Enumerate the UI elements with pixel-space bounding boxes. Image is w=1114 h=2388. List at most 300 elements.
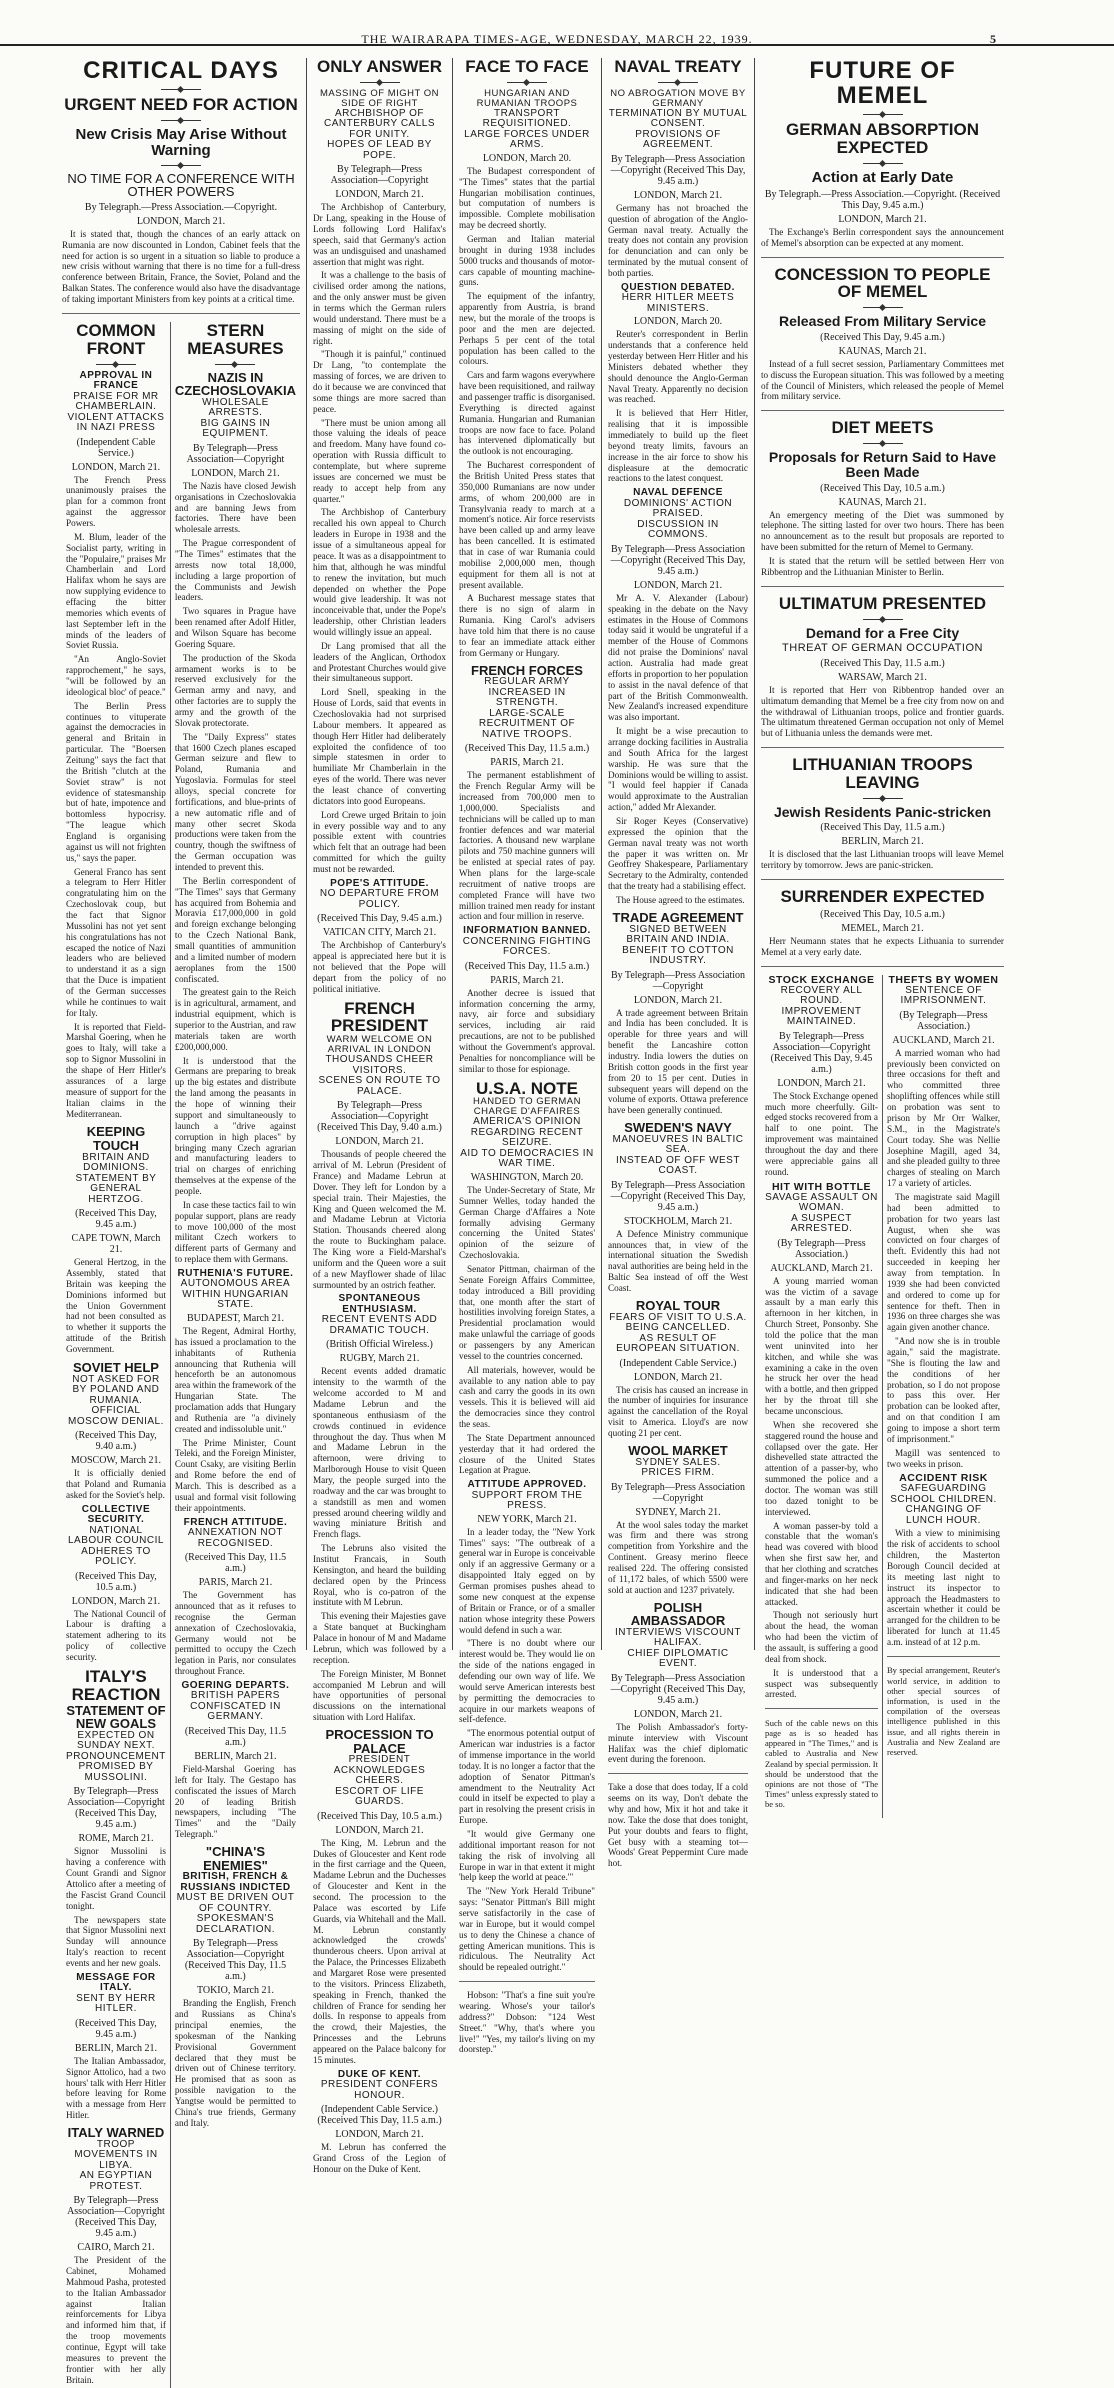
credit: (Received This Day, 10.5 a.m.) — [75, 1570, 157, 1593]
article-text: The Prime Minister, Count Teleki, and the Foreign Minister, Count Csaky, are visiting Berlin and Rome before the end of March. This is described as a usual and formal visit following their appointments. — [174, 1437, 296, 1513]
headline: QUESTION DEBATED. — [621, 281, 735, 293]
headline: NOT ASKED FOR BY POLAND AND RUMANIA. — [72, 1373, 160, 1406]
article-text: The Under-Secretary of State, Mr Sumner Welles, today handed the German Charge d'Affaires a Note formally advising Germany concerning the United States' opinion of the seizure of Czechoslovakia. — [459, 1184, 595, 1261]
credit: (Independent Cable Service.) (Received This Day, 11.5 a.m.) — [317, 2104, 442, 2127]
article-text: It is understood that the Germans are preparing to break up the big estates and distribute the land among the peasants in the hope of winning their support and simultaneously to launch a "drive against corruption in high places" by bringing many Czech agrarian and manufacturing leaders to trial on charges of enriching themselves at the expense of the people. — [174, 1055, 296, 1196]
headline: ONLY ANSWER — [316, 57, 442, 76]
article-text: Instead of a full secret session, Parliamentary Committees met to discuss the European situation. This was followed by a meeting of the Council of Ministers, which released the people of Memel from military service. — [761, 358, 1005, 402]
headline: AUTONOMOUS AREA WITHIN HUNGARIAN STATE. — [180, 1278, 291, 1311]
credit: By Telegraph—Press Association—Copyright — [610, 969, 746, 992]
headline: ESCORT OF LIFE GUARDS. — [335, 1785, 424, 1808]
headline: ATTITUDE APPROVED. — [467, 1479, 587, 1491]
headline: NATIONAL LABOUR COUNCIL ADHERES TO POLICY. — [68, 1524, 164, 1568]
headline: DUKE OF KENT. — [337, 2068, 422, 2080]
headline: CRITICAL DAYS — [83, 57, 279, 84]
article-text: An emergency meeting of the Diet was summoned by telephone. The sitting lasted for over two hours. There has been no announcement as to the result but proposals are reported to have been submitted for the return of Memel to Germany. — [761, 509, 1004, 553]
headline: MESSAGE FOR ITALY. — [76, 1971, 156, 1994]
subcolumn-a — [62, 322, 170, 2388]
article-text: The Archbishop of Canterbury, Dr Lang, speaking in the House of Lords following Lord Halifax's speech, said that Germany's action was an undisguised and unashamed assertion that might was right. — [313, 202, 446, 267]
inner-columns — [761, 975, 1004, 1818]
article-text: In case these tactics fail to win popular support, plans are ready to move 100,000 of the most militant Czech workers to different parts of Germany and to replace them with Germans. — [174, 1199, 296, 1265]
subcolumn-c — [761, 975, 882, 1818]
headline: STATEMENT OF NEW GOALS — [66, 1702, 166, 1732]
headline: SAVAGE ASSAULT ON WOMAN. — [765, 1191, 878, 1214]
article-text: It is officially denied that Poland and Rumania asked for the Soviet's help. — [66, 1468, 166, 1500]
article-text: The Prague correspondent of "The Times" estimates that the arrests now total 18,000, including a large proportion of the Communists and Jewish leaders. — [174, 538, 296, 603]
divider — [863, 798, 903, 799]
divider — [96, 364, 136, 365]
dateline: KAUNAS, March 21. — [838, 496, 927, 508]
footnote: By special arrangement, Reuter's world service, in addition to other special sources of information, is used in the compilation of the overseas intelligence published in this issue, and all rights therein in Australia and New Zealand are reserved. — [887, 1665, 1000, 1757]
dateline: LONDON, March 21. — [633, 579, 723, 591]
headline: DISCUSSION IN COMMONS. — [637, 518, 719, 541]
headline: REGULAR ARMY INCREASED IN STRENGTH. — [484, 676, 570, 709]
article-critical-days — [62, 58, 300, 305]
credit: By Telegraph—Press Association—Copyright (Received This Day, 9.45 a.m.) — [770, 1030, 873, 1075]
article-text: A trade agreement between Britain and India has been concluded. It is operable for three years and will benefit the Lancashire cotton industry. India lowers the duties on British cotton goods in the first year from 20 to 15 per cent. Duties in subsequent years will depend on the volume of exports. Ottawa preference have been generally continued. — [608, 1007, 748, 1116]
article-text: It was a challenge to the basis of civilised order among the nations, and the only answer must be given in terms which the German rulers would understand. There must be a massing of might on the side of right. — [313, 270, 446, 346]
headline: SURRENDER EXPECTED — [780, 887, 985, 907]
divider — [863, 619, 903, 620]
article-text: It is believed that Herr Hitler, realising that it is impossible immediately to build up the fleet beyond treaty limits, favours an increase in the air force to show his displeasure at the democratic reactions to the latest conquest. — [608, 408, 748, 484]
headline: KEEPING TOUCH — [86, 1124, 146, 1153]
divider — [761, 747, 1004, 748]
headline: CHIEF DIPLOMATIC EVENT. — [627, 1647, 729, 1670]
column-5 — [602, 57, 754, 1869]
headline: IMPROVEMENT MAINTAINED. — [781, 1005, 862, 1028]
article-text: "And now she is in trouble again," said the magistrate. "She is flouting the law and the conditions of her probation, so I do not propose to pass this over. Her probation can be looked after, and on that condition I am going to impose a short term of imprisonment." — [887, 1336, 1000, 1444]
headline: HANDED TO GERMAN CHARGE D'AFFAIRES — [473, 1096, 581, 1118]
credit: (Received This Day, 10.5 a.m.) — [820, 482, 945, 494]
article-text: The National Council of Labour is drafting a statement adhering to its policy of collective security. — [66, 1608, 166, 1663]
dateline: AUCKLAND, March 21. — [770, 1262, 873, 1274]
divider — [761, 966, 1004, 967]
headline: INFORMATION BANNED. — [463, 925, 591, 937]
divider — [658, 82, 698, 83]
headline: HIT WITH BOTTLE — [771, 1180, 872, 1193]
dateline: PARIS, March 21. — [198, 1577, 273, 1589]
headline: HERR HITLER MEETS MINISTERS. — [621, 292, 735, 314]
headline: CONCERNING FIGHTING FORCES. — [462, 935, 592, 958]
article-text: Lord Crewe urged Britain to join in every possible way and to any possible extent with countries which felt that an outrage had been committed for which the guilty must not be rewarded. — [313, 809, 446, 874]
credit: By Telegraph—Press Association—Copyright (Received This Day, 9.40 a.m.) — [317, 1100, 442, 1134]
divider — [459, 1981, 595, 1982]
credit: (British Official Wireless.) — [326, 1339, 433, 1351]
article-text: It might be a wise precaution to arrange docking facilities in Australia and South Africa for the largest warship. He was sure that the Dominions would be willing to assist. "I would feel happier if Canada would approximate to the Australian action," added Mr Alexander. — [608, 726, 748, 813]
article-text: The Polish Ambassador's forty-minute interview with Viscount Halifax was the chief diplomatic event during the forenoon. — [608, 1721, 748, 1765]
article-text: The greatest gain to the Reich is in agricultural, armament, and industrial equipment, which is superior to the Austrian, and raw materials taken are worth £200,000,000. — [174, 987, 296, 1052]
article-text: This evening their Majesties gave a State banquet at Buckingham Palace in honour of M and Madame Lebrun, which was followed by a reception. — [313, 1611, 446, 1665]
headline: NAZIS IN CZECHOSLOVAKIA — [174, 369, 297, 399]
headline: STOCK EXCHANGE — [768, 973, 875, 986]
subcolumn-b — [170, 322, 300, 2388]
article-text: "It would give Germany one additional important reason for not taking the risk of involving all Europe in war in that extent it might 'help keep the world at peace.'" — [459, 1828, 595, 1883]
divider — [161, 89, 201, 90]
article-text: It is understood that a suspect was subsequently arrested. — [765, 1667, 878, 1700]
page-number: 5 — [990, 32, 996, 46]
article-text: All materials, however, would be available to any nation able to pay cash and carry the goods in its own vessels. This it is believed will aid the democracies since they control the seas. — [459, 1364, 595, 1429]
divider — [608, 1773, 748, 1774]
credit: By Telegraph—Press Association—Copyright (Received This Day, 11.5 a.m.) — [184, 1938, 287, 1983]
article-text: M. Blum, leader of the Socialist party, writing in the "Populaire," praises Mr Chamberlain and Lord Halifax whom he says are now supplying evidence to effacing the bitter memories which events of last September left in the minds of the leaders of Soviet Russia. — [66, 531, 166, 651]
article-text: It is stated that, though the chances of an early attack on Rumania are now discounted in London, Cabinet feels that the need for action is so urgent in a situation so liable to produce a new crisis without warning that there is no time for a full-dress conference between Britain, France, the Soviet, Poland and the Balkan States. The conference would also have the disadvantage of taking important Ministers from key points at a critical time. — [62, 228, 300, 304]
headline: PRAISE FOR MR CHAMBERLAIN. — [73, 390, 159, 413]
credit: By Telegraph—Press Association—Copyright (Received This Day, 9.45 a.m.) — [610, 153, 746, 187]
headline: BRITISH PAPERS CONFISCATED IN GERMANY. — [190, 1690, 281, 1723]
headline: BRITISH, FRENCH & RUSSIANS INDICTED — [180, 1871, 291, 1893]
article-text: The Regent, Admiral Horthy, has issued a proclamation to the inhabitants of Ruthenia announcing that Ruthenia will henceforth be an autonomous area within the framework of the Hungarian State. The proclamation adds that Hungary and Ruthenia are "a divinely created and indissoluble unit." — [174, 1325, 296, 1434]
headline: SYDNEY SALES. — [635, 1456, 721, 1468]
headline: New Crisis May Arise Without Warning — [75, 126, 287, 159]
credit: By Telegraph.—Press Association.—Copyright. — [84, 201, 278, 213]
headline: ULTIMATUM PRESENTED — [778, 593, 987, 613]
dateline: RUGBY, March 21. — [339, 1353, 420, 1365]
divider — [507, 82, 547, 83]
headline: "CHINA'S ENEMIES" — [203, 1843, 268, 1873]
article-text: Reuter's correspondent in Berlin understands that a conference held yesterday between Herr Hitler and his Ministers debated whether they should denounce the Anglo-German Naval Treaty. Apparently no decision was reached. — [608, 329, 748, 405]
dateline: LONDON, March 21. — [191, 467, 280, 479]
headline: ANNEXATION NOT RECOGNISED. — [187, 1527, 284, 1549]
headline: PRESIDENT CONFERS HONOUR. — [320, 2079, 439, 2101]
article-text: It is disclosed that the last Lithuanian troops will leave Memel territory by tomorrow. Jews are panic-stricken. — [761, 849, 1004, 871]
article-text: "There must be union among all those valuing the ideals of peace and freedom. Many have found co-operation with Russia difficult to contemplate, but where supreme issues are concerned we must be ready to accept help from any quarter." — [313, 417, 446, 504]
article-text: The Bucharest correspondent of the British United Press states that 350,000 Rumanians are now under arms, of whom 200,000 are in Transylvania ready to march at a moment's notice. Air force reservists have been called up and army leave has been cancelled. It is estimated that in case of war Rumania could mobilise 2,000,000 men, though equipment for them all is not at present available. — [459, 460, 595, 590]
credit: (Received This Day, 11.5 a.m.) — [184, 1725, 287, 1748]
dateline: LONDON, March 21. — [633, 994, 723, 1006]
headline: THREAT OF GERMAN OCCUPATION — [782, 642, 983, 655]
column-4 — [453, 57, 601, 2055]
headline: MASSING OF MIGHT ON SIDE OF RIGHT — [319, 87, 440, 109]
newspaper-title: THE WAIRARAPA TIMES-AGE, WEDNESDAY, MARCH 22, 1939. — [361, 32, 753, 46]
article-text: The Stock Exchange opened much more cheerfully. Gilt-edged stocks recovered from a half to one point. The improvement was maintained throughout the day and there were appreciable gains all round. — [765, 1090, 878, 1177]
divider — [761, 257, 1004, 258]
credit: By Telegraph.—Press Association.—Copyright. (Received This Day, 9.45 a.m.) — [764, 188, 1001, 211]
article-text: "The enormous potential output of American war industries is a factor of immense importance in the world today. It is no longer a factor that the adoption of Senator Pittman's amendment to the Neutrality Act could in itself be expected to play a part in resolving the present crisis in Europe. — [459, 1728, 595, 1826]
article-text: The Exchange's Berlin correspondent says the announcement of Memel's absorption can be expected at any moment. — [761, 226, 1004, 248]
dateline: CAIRO, March 21. — [77, 2242, 155, 2254]
headline: APPROVAL IN FRANCE — [79, 369, 153, 392]
dateline: PARIS, March 21. — [490, 757, 564, 769]
article-text: The Foreign Minister, M Bonnet accompanied M Lebrun and will have opportunities of personal discussions on the international situation with Lord Halifax. — [313, 1668, 446, 1723]
credit: By Telegraph—Press Association—Copyright — [610, 1481, 746, 1504]
article-text: In a leader today, the "New York Times" says: "The outbreak of a general war in Europe is conceivable only if an aggressive Germany or a disappointed Italy egged on by German promises pushes ahead to some new conquest at the expense of Britain or France, or of a smaller nation whose integrity these Powers would defend in such a war. — [459, 1526, 595, 1635]
headline: INTERVIEWS VISCOUNT HALIFAX. — [615, 1626, 741, 1649]
article-text: Two squares in Prague have been renamed after Adolf Hitler, and Wilson Square has become Goering Square. — [174, 606, 296, 649]
credit: By Telegraph—Press Association—Copyright (Received This Day, 9.45 a.m.) — [67, 1786, 165, 1831]
headline: EXPECTED ON SUNDAY NEXT. — [77, 1729, 155, 1752]
headline: SENT BY HERR HITLER. — [76, 1992, 156, 2015]
article-text: The Italian Ambassador, Signor Attolico, had a two hours' talk with Herr Hitler before leaving for Rome with a message from Herr Hitler. — [66, 2055, 166, 2121]
dateline: WASHINGTON, March 20. — [470, 1171, 584, 1183]
headline: Demand for a Free City — [805, 624, 960, 641]
headline: PRICES FIRM. — [641, 1467, 715, 1478]
dateline: LONDON, March 21. — [335, 1136, 424, 1148]
credit: (Received This Day, 11.5 a.m.) — [464, 743, 590, 755]
article-text: It is reported that Herr von Ribbentrop handed over an ultimatum demanding that Memel be a free city from now on and the withdrawal of Lithuanian troops, police and frontier guards. The ultimatum threatened German occupation not only of Memel but of Lithuania unless the demands were met. — [761, 684, 1004, 739]
headline: SOVIET HELP — [72, 1359, 159, 1375]
dateline: LONDON, March 20. — [482, 152, 572, 164]
article-text: The "Daily Express" states that 1600 Czech planes escaped German seizure and flew to Poland, Rumania and Yugoslavia. Formulas for steel alloys, special concrete for fortifications, and blue-prints of a new automatic rifle and of many other secret Skoda productions were taken from the country, though the swiftness of the German occupation was intended to prevent this. — [174, 731, 296, 873]
headline: Action at Early Date — [811, 169, 954, 187]
article-text: The Berlin Press continues to vituperate against the democracies in general and Britain in particular. The "Boersen Zeitung" says the fact that the British "clutch at the Soviet straw" is not evidence of statesmanship but of hate, impotence and bottomless hypocrisy. "The league which England is organising against us will not frighten us," says the paper. — [66, 700, 166, 863]
verse-text: Take a dose that does today, If a cold seems on its way, Don't debate the why and how, Mix it hot and take it now. Take the dose that does tonight, Put your doubts and fears to flight, Get busy with a steaming tot— Woods' Great Peppermint Cure made hot. — [608, 1782, 748, 1869]
article-text: The equipment of the infantry, apparently from Austria, is brand new, but the morale of the troops is poor and the men are dejected. Perhaps 5 per cent of the total population has been called to the colours. — [459, 291, 595, 367]
headline: PRESIDENT ACKNOWLEDGES CHEERS. — [333, 1754, 426, 1787]
article-text: The "New York Herald Tribune" says: "Senator Pittman's Bill might serve satisfactorily in the case of war in Europe, but it would compel us to deny the Chinese a chance of getting American munitions. This is ridiculous. The Neutrality Act should be repealed outright." — [459, 1886, 595, 1973]
headline: BENEFIT TO COTTON INDUSTRY. — [622, 944, 734, 967]
article-text: Signor Mussolini is having a conference with Count Grandi and Signor Attolico after a meeting of the Fascist Grand Council tonight. — [66, 1846, 166, 1911]
divider — [360, 82, 400, 83]
headline: NO DEPARTURE FROM POLICY. — [319, 888, 440, 910]
divider — [161, 120, 201, 121]
article-text: The Lebruns also visited the Institut Francais, in South Kensington, and heard the building declared open by the Princess Royal, who is co-patron of the institute with M Lebrun. — [313, 1543, 446, 1608]
dateline: LONDON, March 21. — [71, 461, 161, 473]
headline: FEARS OF VISIT TO U.S.A. BEING CANCELLED. — [609, 1311, 747, 1334]
headline: CONCESSION TO PEOPLE OF MEMEL — [774, 264, 991, 302]
article-text: When she recovered she staggered round the house and collapsed over the gate. Her dishevelled state attracted the attention of a passer-by, who summoned the police and a doctor. The woman was still too dazed tonight to be interviewed. — [765, 1419, 878, 1517]
divider — [863, 163, 903, 164]
dateline: BERLIN, March 21. — [74, 2042, 158, 2054]
headline: U.S.A. NOTE — [475, 1078, 578, 1098]
dateline: VATICAN CITY, March 21. — [322, 927, 437, 939]
credit: (Received This Day, 10.5 a.m.) — [317, 1810, 442, 1822]
article-text: The Archbishop of Canterbury recalled his own appeal to Church leaders in Europe in 1938 and the issue of a simultaneous appeal for peace. It was as a disappointment to him that, although he was mindful to renew the invitation, but much depended on whether the Pope would give leadership. It was not inconceivable that, under the Pope's leadership, other Christian leaders would willingly issue an appeal. — [313, 507, 446, 637]
dateline: LONDON, March 21. — [136, 215, 226, 227]
article-text: Dr Lang promised that all the leaders of the Anglican, Orthodox and Protestant Churches would give their simultaneous support. — [313, 640, 446, 684]
headline: ROYAL TOUR — [635, 1297, 721, 1313]
credit: (Received This Day, 11.5 a.m.) — [820, 822, 945, 834]
headline: TRADE AGREEMENT — [612, 909, 744, 925]
article-text: Sir Roger Keyes (Conservative) expressed the opinion that the German naval treaty was not worth the paper it was written on. Mr Geoffrey Shakespeare, Parliamentary Secretary to the Admiralty, contended that the treaty had a stabilising effect. — [608, 816, 748, 892]
article-text: Mr A. V. Alexander (Labour) speaking in the debate on the Navy estimates in the House of Commons today said it would be ungrateful if a member of the House of Commons did not praise the Dominions' naval action. Australia had made great efforts in proportion to her population to assist in the naval defence of that part of the British Commonwealth. New Zealand's increased expenditure was also important. — [608, 592, 748, 723]
credit: (Received This Day, 9.45 a.m.) — [75, 2017, 157, 2040]
article-text: Herr Neumann states that he expects Lithuania to surrender Memel at a very early date. — [761, 936, 1004, 957]
dateline: WARSAW, March 21. — [838, 671, 927, 683]
column-right — [755, 57, 1010, 1810]
credit: (By Telegraph—Press Association.) — [899, 1009, 988, 1032]
dateline: NEW YORK, March 21. — [477, 1513, 577, 1525]
article-text: Though not seriously hurt about the head, the woman who had been the victim of the assault, is suffering a good deal from shock. — [765, 1610, 878, 1664]
headline: SWEDEN'S NAVY — [624, 1120, 732, 1136]
dateline: PARIS, March 21. — [490, 974, 564, 986]
headline: LITHUANIAN TROOPS LEAVING — [792, 755, 973, 792]
article-text: The newspapers state that Signor Mussolini next Sunday will announce Italy's reaction to recent events and her new goals. — [66, 1914, 166, 1968]
credit: (Received This Day, 11.5 a.m.) — [820, 657, 945, 669]
article-text: Cars and farm wagons everywhere have been requisitioned, and railway and passenger traffic is disorganised. Everything is directed against Rumania. Hungarian and Rumanian troops are now face to face. Poland has intervened diplomatically but the outlook is not encouraging. — [459, 370, 595, 457]
article-text: With a view to minimising the risk of accidents to school children, the Masterton Borough Council decided at its meeting last night to instruct its inspector to approach the Headmasters to ascertain whether it could be arranged for the children to be liberated for lunch at 11.45 a.m. instead of at 12 p.m. — [887, 1528, 1000, 1648]
headline: NO ABROGATION MOVE BY GERMANY — [610, 87, 746, 109]
article-text: German and Italian material brought in during 1938 includes 5000 trucks and thousands of motor-cars capable of mounting machine-guns. — [459, 233, 595, 288]
headline: WARM WELCOME ON ARRIVAL IN LONDON — [326, 1034, 433, 1056]
article-text: "An Anglo-Soviet rapprochement," he says, "will be followed by an ideological bloc' of peace." — [66, 654, 166, 697]
headline: STERN MEASURES — [187, 320, 284, 358]
masthead — [0, 0, 1114, 46]
article-text: The French Press unanimously praises the plan for a common front against the aggressor Powers. — [66, 474, 166, 528]
headline: FRENCH ATTITUDE. — [183, 1516, 288, 1528]
headline: AN EGYPTIAN PROTEST. — [79, 2170, 153, 2192]
article-text: The King, M. Lebrun and the Dukes of Gloucester and Kent rode in the first carriage and the Queen, Madame Lebrun and the Duchesses of Gloucester and Kent in the second. The procession to the Palace was escorted by Life Guards, via Whitehall and the Mall. M. Lebrun constantly acknowledged the crowds' thunderous cheers. Upon arrival at the Palace, the Princesses Elizabeth and Margaret Rose were presented to the visitors. Princess Elizabeth, speaking in French, thanked the children of France for sending her dolls. In response to appeals from the crowd, their Majesties, the Princesses and the Lebruns appeared on the Palace balcony for 15 minutes. — [313, 1837, 446, 2065]
credit: By Telegraph—Press Association—Copyright (Received This Day, 9.45 a.m.) — [67, 2195, 165, 2240]
dateline: LONDON, March 21. — [777, 1077, 866, 1089]
divider — [215, 364, 255, 365]
article-text: A Defence Ministry communique announces that, in view of the international situation the Swedish naval authorities are being held in the Baltic Sea instead of off the West Coast. — [608, 1228, 748, 1294]
dateline: CAPE TOWN, March 21. — [71, 1233, 161, 1256]
dateline: LONDON, March 21. — [335, 189, 424, 201]
headline: THOUSANDS CHEER VISITORS. — [325, 1054, 434, 1076]
dateline: SYDNEY, March 21. — [635, 1506, 721, 1518]
headline: SENTENCE OF IMPRISONMENT. — [900, 984, 987, 1007]
headline: A SUSPECT ARRESTED. — [790, 1212, 853, 1235]
article-text: The State Department announced yesterday that it had ordered the closure of the United States Legation at Prague. — [459, 1432, 595, 1476]
headline: COMMON FRONT — [76, 320, 156, 358]
headline: AS RESULT OF EUROPEAN SITUATION. — [616, 1332, 740, 1355]
article-text: The production of the Skoda armament works is to be reserved exclusively for the German army and navy, and other factories are to supply the army and the growth of the Slovak protectorate. — [174, 652, 296, 728]
headline: BRITAIN AND DOMINIONS. — [82, 1151, 150, 1174]
divider — [863, 114, 903, 115]
dateline: ROME, March 21. — [78, 1833, 154, 1845]
credit: (Received This Day, 9.45 a.m.) — [820, 331, 945, 343]
headline: FACE TO FACE — [465, 57, 589, 76]
dateline: STOCKHOLM, March 21. — [623, 1215, 733, 1227]
headline: BIG GAINS IN EQUIPMENT. — [200, 417, 271, 440]
article-text: The House agreed to the estimates. — [616, 895, 745, 906]
article-text: The Nazis have closed Jewish organisations in Czechoslovakia and are banning Jews from factories. There have been wholesale arrests. — [174, 480, 296, 535]
headline: WOOL MARKET — [628, 1442, 728, 1458]
headline: CHANGING OF LUNCH HOUR. — [905, 1504, 982, 1526]
article-text: The President of the Cabinet, Mohamed Mahmoud Pasha, protested to the Italian Ambassador against Italian reinforcements for Libya and informed him that, if the troop movements continue, Egypt will take measures to prevent the frontier with her ally Britain. — [66, 2255, 166, 2385]
headline: VIOLENT ATTACKS IN NAZI PRESS — [67, 411, 165, 434]
headline: POPE'S ATTITUDE. — [330, 877, 429, 889]
headline: ITALY'S REACTION — [71, 1666, 161, 1704]
article-text: A Bucharest message states that there is no sign of alarm in Rumania. King Carol's advisers have told him that there is no cause to fear an immediate attack either from Germany or Hungary. — [459, 593, 595, 658]
credit: (Independent Cable Service.) — [76, 436, 156, 459]
headline: STATEMENT BY GENERAL HERTZOG. — [75, 1172, 157, 1205]
headline: ARCHBISHOP OF CANTERBURY CALLS FOR UNITY. — [324, 107, 435, 140]
article-text: A married woman who had previously been convicted on three occasions for theft and who committed three shoplifting offences while still on probation was sent to prison by Mr Orr Walker, S.M., in the Magistrate's Court today. She was Nellie Josephine Magill, aged 34, and she pleaded guilty to three charges of stealing on March 17 a variety of articles. — [887, 1047, 1000, 1189]
headline: PRONOUNCEMENT PROMISED BY MUSSOLINI. — [66, 1750, 166, 1783]
dateline: LONDON, March 21. — [71, 1595, 161, 1607]
article-text: A young married woman was the victim of a savage assault by a man early this afternoon in her kitchen, in Church Street, Ponsonby. She told the police that the man went uninvited into her kitchen, and while she was examining a cake in the oven he struck her over the head with a bottle, and then gripped her by the throat till she became unconscious. — [765, 1275, 878, 1416]
article-text: It is reported that Field-Marshal Goering, when he goes to Italy, will take a sop to Signor Mussolini in the shape of Herr Hitler's assurances of a large measure of support for the Italian claims in the Mediterranean. — [66, 1021, 166, 1119]
inner-columns — [62, 322, 300, 2388]
credit: (Received This Day, 11.5 a.m.) — [464, 960, 590, 972]
filler-text: Hobson: "That's a fine suit you're wearing. Whose's your tailor's address?" Dobson: "124 West Street." "Why, that's where you live!" "Yes, my tailor's living on my doorstep." — [459, 1990, 595, 2055]
headline: SAFEGUARDING SCHOOL CHILDREN. — [890, 1483, 997, 1505]
article-text: The Budapest correspondent of "The Times" states that the partial Hungarian mobilisation continues, but computation of numbers is impossible. Complete mobilisation may be decreed shortly. — [459, 165, 595, 231]
column-3 — [307, 57, 452, 2174]
headline: INSTEAD OF OFF WEST COAST. — [616, 1154, 740, 1177]
headline: AMERICA'S OPINION REGARDING RECENT SEIZURE. — [470, 1116, 584, 1149]
headline: PROCESSION TO PALACE — [325, 1726, 434, 1756]
article-text: Germany has not broached the question of abrogation of the Anglo-German naval treaty. Actually the treaty does not contain any provision for denunciation and can only be terminated by the mutual consent of both parties. — [608, 202, 748, 278]
dateline: AUCKLAND, March 21. — [892, 1034, 995, 1046]
dateline: KAUNAS, March 21. — [838, 345, 927, 357]
headline: NAVAL DEFENCE — [633, 487, 723, 499]
dateline: LONDON, March 20. — [633, 316, 723, 328]
headline: POLISH AMBASSADOR — [630, 1599, 726, 1629]
dateline: LONDON, March 21. — [335, 1824, 424, 1836]
headline: GERMAN ABSORPTION EXPECTED — [786, 120, 979, 158]
divider — [761, 586, 1004, 587]
headline: GOERING DEPARTS. — [181, 1679, 290, 1691]
headline: Released From Military Service — [779, 313, 986, 330]
credit: By Telegraph—Press Association—Copyright (Received This Day, 9.45 a.m.) — [610, 543, 746, 577]
credit: (Received This Day, 11.5 a.m.) — [184, 1552, 287, 1575]
headline: MANOEUVRES IN BALTIC SEA. — [612, 1133, 744, 1156]
credit: (Received This Day, 9.45 a.m.) — [317, 913, 442, 925]
article-text: The Berlin correspondent of "The Times" says that Germany has acquired from Bohemia and Moravia £17,000,000 in gold and foreign exchange belonging to the Czech National Bank, small quantities of ammunition and a limited number of modern aeroplanes from the 1500 confiscated. — [174, 875, 296, 984]
article-text: The magistrate said Magill had been admitted to probation for two years last August, when she was convicted on four charges of theft. Evidently this had not succeeded in keeping her away from temptation. In 1939 she had been convicted and ordered to come up for sentence for theft. Then in 1936 on three charges she was again given another chance. — [887, 1191, 1000, 1333]
dateline: TOKIO, March 21. — [196, 1985, 274, 1997]
credit: By Telegraph—Press Association—Copyright — [186, 442, 285, 465]
footnote: Such of the cable news on this page as is so headed has appeared in "The Times," and is cabled to Australia and New Zealand by special permission. It should be understood that the opinions are not those of "The Times" unless expressly stated to be so. — [765, 1717, 878, 1810]
article-text: The Government has announced that as it refuses to recognise the German annexation of Czechoslovakia, Germany would not be permitted to occupy the Czech legation in Paris, nor consulates throughout France. — [174, 1590, 296, 1677]
dateline: LONDON, March 21. — [633, 189, 723, 201]
headline: ACCIDENT RISK — [899, 1472, 988, 1485]
credit: (Received This Day, 10.5 a.m.) — [820, 909, 945, 921]
article-text: General Franco has sent a telegram to Herr Hitler congratulating him on the Czechoslovak coup, but the fact that Signor Mussolini has not yet sent his congratulations has not escaped the notice of Nazi leaders who are believed to understand it as a sign that the Duce is impatient of the German successes while he continues to wait for Italy. — [66, 866, 166, 1018]
article-text: "There is no doubt where our interest would be. They would lie on the side of the nations engaged in defending our own way of life. We would serve American interests best by permitting the democracies to acquire in our markets weapons of self-defence. — [459, 1638, 595, 1725]
headline: LARGE FORCES UNDER ARMS. — [464, 128, 590, 151]
headline: Proposals for Return Said to Have Been Made — [768, 449, 997, 480]
headline: TRANSPORT REQUISITIONED. — [482, 107, 572, 130]
credit: (Independent Cable Service.) — [619, 1357, 737, 1369]
headline: RECOVERY ALL ROUND. — [780, 984, 863, 1007]
article-text: A woman passer-by told a constable that the woman's head was covered with blood when she first saw her, and that her clothing and scratches and finger-marks on her neck indicated that she had been attacked. — [765, 1520, 878, 1607]
divider — [863, 443, 903, 444]
headline: DOMINIONS' ACTION PRAISED. — [623, 497, 733, 520]
article-text: Recent events added dramatic intensity to the warmth of the welcome accorded to M and Madame Lebrun and the spontaneous enthusiasm of the crowds continued in evidence throughout the day. Thus when M and Madame Lebrun in the afternoon, were driving to Marlborough House to visit Queen Mary, the people surged into the roadway and the car was brought to a standstill as men and women pressed around cheering wildly and waving miniature British and French flags. — [313, 1366, 446, 1540]
dateline: LONDON, March 21. — [633, 1708, 723, 1720]
dateline: BERLIN, March 21. — [841, 836, 924, 848]
headline: SIGNED BETWEEN BRITAIN AND INDIA. — [626, 923, 730, 946]
article-text: Field-Marshal Goering has left for Italy. The Gestapo has confiscated the issues of March 20 of leading British newspapers, including "The Times" and the "Daily Telegraph." — [174, 1763, 296, 1840]
divider — [761, 879, 1004, 880]
headline: RECENT EVENTS ADD DRAMATIC TOUCH. — [321, 1314, 438, 1336]
dateline: BUDAPEST, March 21. — [186, 1312, 284, 1324]
article-text: General Hertzog, in the Assembly, stated that Britain was keeping the Dominions informed but the Union Government had not been consulted as to whether it supports the attitude of the British Government. — [66, 1257, 166, 1355]
headline: TROOP MOVEMENTS IN LIBYA. — [74, 2138, 158, 2171]
subcolumn-d — [882, 975, 1004, 1818]
headline: LARGE-SCALE RECRUITMENT OF NATIVE TROOPS. — [478, 707, 576, 740]
divider — [863, 307, 903, 308]
headline: NO TIME FOR A CONFERENCE WITH OTHER POWERS — [67, 170, 295, 200]
divider — [887, 1656, 1000, 1657]
article-text: The permanent establishment of the French Regular Army will be increased from 700,000 men to 1,000,000. Specialists and technicians will be called up to man frontier defences and war material factories. A thousand new warplane pilots and 750 machine gunners will be enlisted at special rates of pay. When plans for the large-scale recruitment of native troops are completed France will have two million trained men ready for instant action and four million in reserve. — [459, 770, 595, 922]
headline: OFFICIAL MOSCOW DENIAL. — [68, 1405, 164, 1427]
article-text: Lord Snell, speaking in the House of Lords, said that events in Czechoslovakia had not surprised Labour members. It appeared as though Herr Hitler had deliberately exploited the confidence of too simple statesmen in order to humiliate Mr Chamberlain in the eyes of the world. There was never the least chance of converting dictators into good Europeans. — [313, 687, 446, 806]
headline: MUST BE DRIVEN OUT OF COUNTRY. — [176, 1892, 295, 1914]
divider — [761, 410, 1004, 411]
article-text: It is stated that the return will be settled between Herr von Ribbentrop and the Lithuanian Minister to Berlin. — [761, 556, 1004, 577]
headline: TERMINATION BY MUTUAL CONSENT. — [608, 107, 748, 130]
divider — [161, 165, 201, 166]
headline: SUPPORT FROM THE PRESS. — [471, 1489, 583, 1512]
credit: By Telegraph—Press Association—Copyright — [330, 164, 429, 187]
dateline: LONDON, March 21. — [633, 1371, 723, 1383]
headline: FRENCH PRESIDENT — [330, 998, 429, 1036]
column-left — [56, 57, 306, 2385]
article-text: At the wool sales today the market was firm and there was strong competition from Yorkshire and the Continent. Greasy merino fleece realised 22d. The offering consisted of 11,172 bales, of which 5500 were sold at auction and 1237 privately. — [608, 1519, 748, 1595]
dateline: MEMEL, March 21. — [841, 923, 924, 935]
article-text: Senator Pittman, chairman of the Senate Foreign Affairs Committee, today introduced a Bill providing that, one month after the start of hostilities involving foreign States, a Presidential proclamation would make unlawful the carriage of goods or passengers by any American vessel to the countries concerned. — [459, 1263, 595, 1361]
headline: WHOLESALE ARRESTS. — [202, 396, 269, 419]
credit: By Telegraph—Press Association—Copyright (Received This Day, 9.45 a.m.) — [610, 1179, 746, 1213]
article-text: Thousands of people cheered the arrival of M. Lebrun (President of France) and Madame Lebrun at Dover. They left for London by a special train. Their Majesties, the King and Queen welcomed the M. and Madame Lebrun at Victoria Station. Thousands cheered along the route to Buckingham palace. The King wore a Field-Marshal's uniform and the Queen wore a suit of a new Mayflower shade of lilac surmounted by an ostrich feather. — [313, 1149, 446, 1290]
headline: AID TO DEMOCRACIES IN WAR TIME. — [460, 1147, 594, 1170]
credit: (Received This Day, 9.45 a.m.) — [75, 1208, 157, 1231]
article-text: M. Lebrun has conferred the Grand Cross of the Legion of Honour on the Duke of Kent. — [313, 2142, 446, 2174]
